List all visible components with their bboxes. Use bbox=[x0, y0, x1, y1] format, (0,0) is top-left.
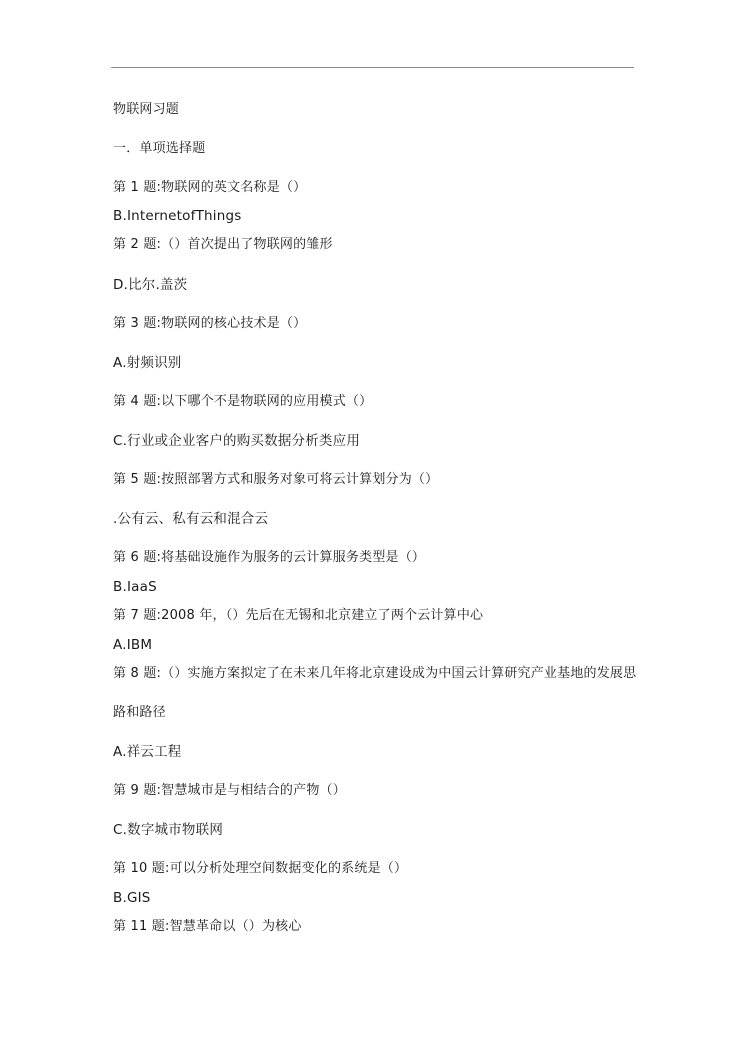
answer-7: A.IBM bbox=[113, 637, 153, 653]
answer-10: B.GIS bbox=[113, 890, 151, 906]
answer-9: C.数字城市物联网 bbox=[113, 822, 224, 838]
question-3: 第 3 题:物联网的核心技术是（） bbox=[113, 316, 307, 331]
answer-2: D.比尔.盖茨 bbox=[113, 277, 188, 293]
answer-6: B.IaaS bbox=[113, 579, 157, 595]
answer-3: A.射频识别 bbox=[113, 355, 182, 371]
question-2: 第 2 题:（）首次提出了物联网的雏形 bbox=[113, 237, 333, 252]
question-5: 第 5 题:按照部署方式和服务对象可将云计算划分为（） bbox=[113, 472, 439, 487]
section-heading: 一．单项选择题 bbox=[113, 141, 206, 156]
question-10: 第 10 题:可以分析处理空间数据变化的系统是（） bbox=[113, 861, 408, 876]
answer-4: C.行业或企业客户的购买数据分析类应用 bbox=[113, 433, 361, 449]
answer-5: .公有云、私有云和混合云 bbox=[113, 511, 269, 527]
header-rule bbox=[111, 67, 634, 68]
question-4: 第 4 题:以下哪个不是物联网的应用模式（） bbox=[113, 394, 373, 409]
question-7: 第 7 题:2008 年，（）先后在无锡和北京建立了两个云计算中心 bbox=[113, 608, 484, 623]
question-1: 第 1 题:物联网的英文名称是（） bbox=[113, 180, 307, 195]
answer-8: A.祥云工程 bbox=[113, 744, 182, 760]
question-9: 第 9 题:智慧城市是与相结合的产物（） bbox=[113, 783, 346, 798]
answer-1: B.InternetofThings bbox=[113, 208, 242, 224]
question-6: 第 6 题:将基础设施作为服务的云计算服务类型是（） bbox=[113, 550, 426, 565]
question-11: 第 11 题:智慧革命以（）为核心 bbox=[113, 919, 302, 934]
question-8: 第 8 题:（）实施方案拟定了在未来几年将北京建设成为中国云计算研究产业基地的发展思 bbox=[113, 666, 637, 681]
document-title: 物联网习题 bbox=[113, 102, 180, 117]
question-8-continued: 路和路径 bbox=[113, 705, 166, 720]
